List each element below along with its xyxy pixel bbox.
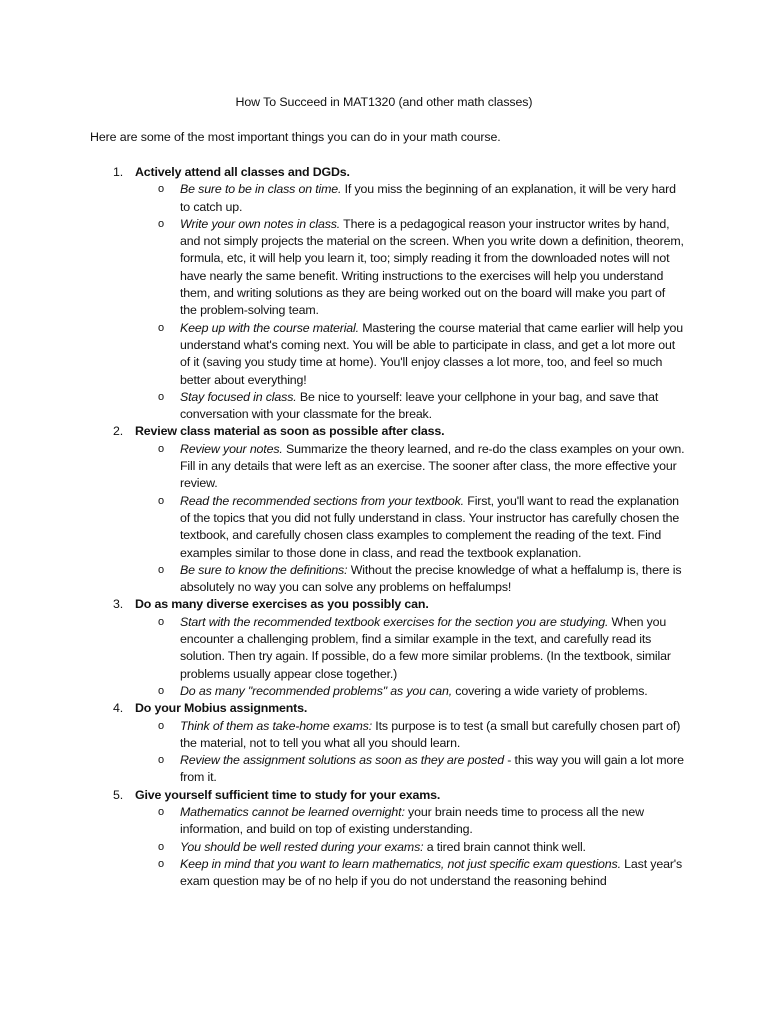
list-item	[0, 423, 685, 596]
sub-item-text: Be nice to yourself: leave your cellphone in your bag, and save that conversation with your classmate for the break.	[180, 389, 659, 422]
circle-bullet-icon: o	[158, 442, 164, 455]
sub-item-lead: Mathematics cannot be learned overnight:	[180, 804, 405, 819]
list-item-heading: Do your Mobius assignments.	[135, 701, 308, 716]
sub-item-text: - this way you will gain a lot more from it.	[180, 753, 684, 785]
circle-bullet-icon: o	[158, 390, 164, 403]
list-item-heading: Review class material as soon as possible after class.	[135, 424, 445, 439]
sub-list-item	[135, 389, 685, 424]
sub-list-item	[135, 181, 685, 216]
sub-item-lead: Start with the recommended textbook exercises for the section you are studying.	[180, 614, 609, 629]
document-title: How To Succeed in MAT1320 (and other math classes)	[235, 95, 533, 109]
list-item-number: 2.	[113, 424, 124, 439]
sub-item-lead: Keep up with the course material.	[180, 320, 359, 335]
sub-item-text: Mastering the course material that came earlier will help you understand what's coming next. You will be able to participate in class, and get a lot more out of it (saving you study time at home). You'll enjoy classes a lot more, too, and feel so much better about everything!	[180, 320, 683, 387]
sub-item-lead: Write your own notes in class.	[180, 216, 341, 231]
circle-bullet-icon: o	[158, 321, 164, 334]
sub-item-text: your brain needs time to process all the new information, and build on top of existing understanding.	[180, 804, 644, 837]
sub-list-item	[135, 320, 685, 389]
sub-item-lead: Be sure to know the definitions:	[180, 562, 348, 577]
list-item-heading: Do as many diverse exercises as you possibly can.	[135, 597, 429, 612]
list-item-heading: Give yourself sufficient time to study for your exams.	[135, 787, 441, 802]
list-item-number: 1.	[113, 165, 124, 179]
circle-bullet-icon: o	[158, 494, 164, 507]
sub-item-text: covering a wide variety of problems.	[452, 683, 648, 698]
list-item-number: 5.	[113, 787, 124, 802]
sub-list-item	[135, 614, 685, 683]
intro-paragraph: Here are some of the most important things you can do in your math course.	[90, 130, 501, 144]
sub-item-lead: Do as many "recommended problems" as you can,	[180, 683, 453, 698]
sub-list-item	[135, 752, 685, 787]
sub-item-text: Last year's exam question may be of no help if you do not understand the reasoning behind	[180, 856, 683, 889]
sub-list-item	[135, 718, 685, 753]
sub-item-text: Without the precise knowledge of what a heffalump is, there is absolutely no way you can solve any problems on heffalumps!	[180, 562, 682, 595]
sub-item-text: When you encounter a challenging problem, find a similar example in the text, and carefully read its solution. Then try again. If possible, do a few more similar problems. (In the textbook, similar problems usually appear close together.)	[180, 614, 671, 681]
sub-list	[135, 441, 685, 597]
circle-bullet-icon: o	[158, 183, 164, 196]
sub-item-text: Summarize the theory learned, and re-do the class examples on your own. Fill in any details that were left as an exercise. The sooner after class, the more effective your review.	[180, 441, 685, 491]
circle-bullet-icon: o	[158, 563, 164, 576]
circle-bullet-icon: o	[158, 684, 164, 697]
sub-item-text: Its purpose is to test (a small but carefully chosen part of) the material, not to tell you what all you should learn.	[180, 718, 681, 750]
sub-list-item	[135, 493, 685, 562]
sub-item-lead: Review the assignment solutions as soon as they are posted	[180, 753, 504, 768]
sub-list-item	[135, 856, 685, 891]
sub-list-item	[135, 216, 685, 320]
sub-item-lead: Think of them as take-home exams:	[180, 718, 373, 733]
sub-item-lead: Stay focused in class.	[180, 389, 297, 404]
circle-bullet-icon: o	[158, 719, 164, 732]
list-item	[0, 787, 685, 891]
circle-bullet-icon: o	[158, 840, 164, 853]
sub-list	[135, 718, 685, 787]
sub-item-lead: Read the recommended sections from your textbook.	[180, 493, 464, 508]
sub-item-text: First, you'll want to read the explanation of the topics that you did not fully understand in class. Your instructor has carefully chosen the textbook, and carefully chosen class examples to complement the reading of the text. Find examples similar to those done in class, and read the textbook explanation.	[180, 493, 680, 560]
circle-bullet-icon: o	[158, 754, 164, 767]
list-item-number: 3.	[113, 597, 124, 612]
circle-bullet-icon: o	[158, 805, 164, 818]
numbered-list	[0, 164, 768, 890]
sub-list-item	[135, 562, 685, 597]
list-item	[0, 164, 685, 423]
sub-list	[135, 614, 685, 700]
sub-item-lead: Keep in mind that you want to learn mathematics, not just specific exam questions.	[180, 856, 621, 871]
circle-bullet-icon: o	[158, 857, 164, 870]
sub-list-item	[135, 839, 685, 856]
list-item-heading: Actively attend all classes and DGDs.	[135, 165, 350, 179]
sub-list	[135, 804, 685, 890]
list-item	[0, 700, 685, 786]
sub-list-item	[135, 441, 685, 493]
sub-list	[135, 181, 685, 423]
sub-item-text: There is a pedagogical reason your instructor writes by hand, and not simply projects the material on the screen. When you write down a definition, theorem, formula, etc, it will help you learn it, too; simply reading it from the downloaded notes will not have nearly the same benefit. Writing instructions to the exercises will help you understand them, and writing solutions as they are being worked out on the board will make you part of the problem-solving team.	[180, 216, 684, 318]
circle-bullet-icon: o	[158, 217, 164, 230]
circle-bullet-icon: o	[158, 615, 164, 628]
list-item	[0, 596, 685, 700]
sub-list-item	[135, 683, 685, 700]
sub-item-text: a tired brain cannot think well.	[423, 839, 586, 854]
sub-item-lead: You should be well rested during your exams:	[180, 839, 424, 854]
sub-list-item	[135, 804, 685, 839]
sub-item-text: If you miss the beginning of an explanation, it will be very hard to catch up.	[180, 182, 676, 214]
sub-item-lead: Be sure to be in class on time.	[180, 182, 342, 197]
list-item-number: 4.	[113, 701, 124, 716]
sub-item-lead: Review your notes.	[180, 441, 283, 456]
